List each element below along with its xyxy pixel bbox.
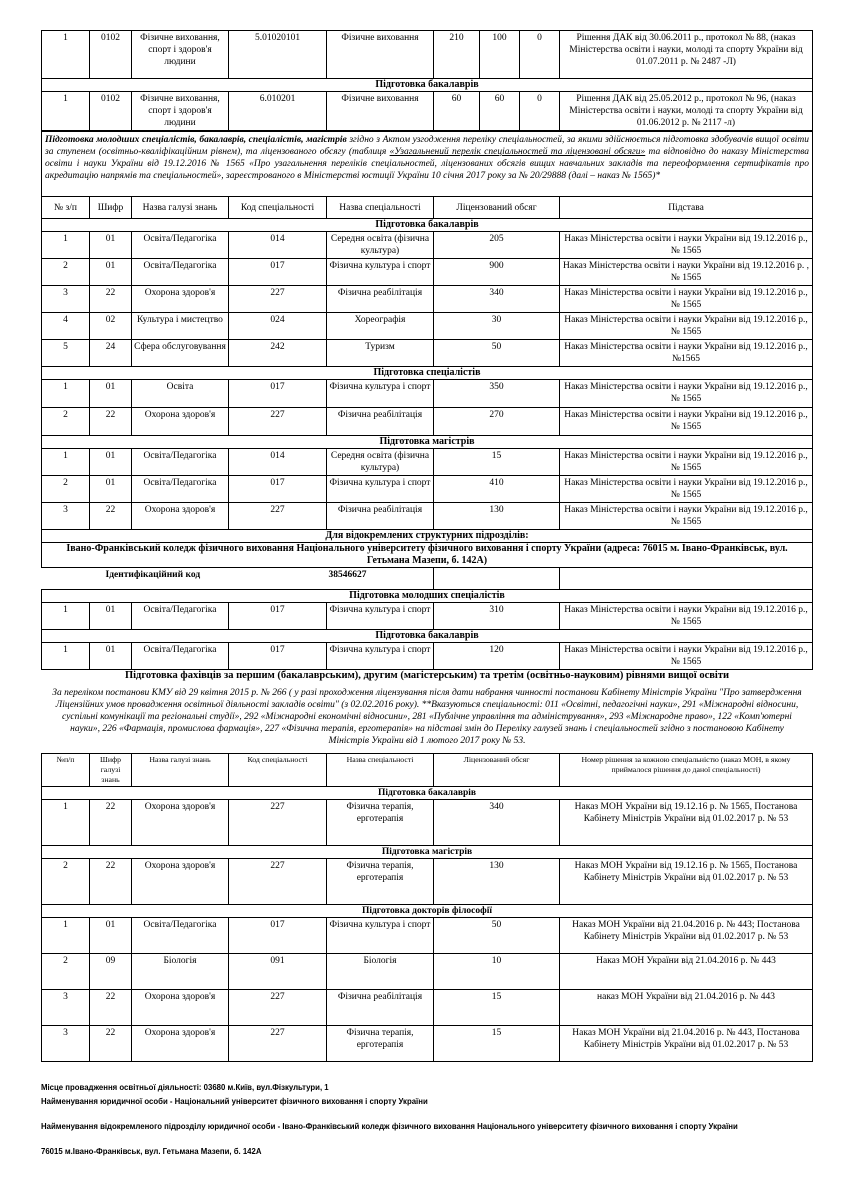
license-document xyxy=(41,30,812,1062)
section-title: Підготовка бакалаврів xyxy=(42,219,813,232)
cell-vol: 15 xyxy=(434,990,560,1026)
cell-n: 2 xyxy=(42,259,90,286)
cell-code: 01 xyxy=(90,232,132,259)
cell-basis: Наказ МОН України від 21.04.2016 р. № 443 xyxy=(560,954,813,990)
table-row xyxy=(42,918,813,954)
table-row xyxy=(42,286,813,313)
levels-intro: За переліком постанови КМУ від 29 квітня 2015 р. № 266 ( у разі проходження ліцензування після дати набрання чинності постанови Кабінету Міністрів України "Про затвердження Ліцензійних умов провадження освітньої діяльності закладів освіти" (з 02.02.2016 року). **Вказуються спеціальності: 011 «Освітні, педагогічні науки», 291 «Міжнародні відносини, суспільні комунікації та регіональні студії», 292 «Міжнародні економічні відносини», 281 «Публічне управління та адміністрування», 293 «Міжнародне право», 122 «Комп'ютерні науки», 226 «Фармація, промислова фармація», 227 «Фізична терапія, ерготерапія» на підставі змін до Переліку галузей знань і спеціальностей згідно з постановою Кабінету Міністрів України від 1 лютого 2017 року № 53. xyxy=(52,688,802,746)
header-spec-code: Код спеціальності xyxy=(229,197,327,219)
cell-field: Охорона здоров'я xyxy=(132,800,229,846)
cell-spec-code: 6.010201 xyxy=(229,92,327,131)
cell-spec-code: 017 xyxy=(229,380,327,408)
cell-n: 5 xyxy=(42,340,90,367)
table-row xyxy=(42,800,813,846)
cell-n: 1 xyxy=(42,643,90,670)
cell-n: 1 xyxy=(42,232,90,259)
cell-field: Освіта/Педагогіка xyxy=(132,449,229,476)
cell-n: 3 xyxy=(42,990,90,1026)
cell-spec: Фізична культура і спорт xyxy=(327,380,434,408)
cell-basis: Рішення ДАК від 25.05.2012 р., протокол № 96, (наказ Міністерства освіти і науки, молоді та спорту України від 01.06.2012 р. № 2117 -л) xyxy=(560,92,813,131)
cell-field: Охорона здоров'я xyxy=(132,990,229,1026)
cell-basis: Наказ Міністерства освіти і науки України від 19.12.2016 р., № 1565 xyxy=(560,449,813,476)
cell-vol: 15 xyxy=(434,449,560,476)
cell-field: Освіта/Педагогіка xyxy=(132,232,229,259)
cell-basis: Наказ Міністерства освіти і науки України від 19.12.2016 р., № 1565 xyxy=(560,380,813,408)
branch-title: Для відокремлених структурних підрозділів: xyxy=(42,530,813,543)
cell-spec-code: 242 xyxy=(229,340,327,367)
cell-spec: Фізична культура і спорт xyxy=(327,476,434,503)
table-row xyxy=(42,449,813,476)
cell-v1: 60 xyxy=(434,92,480,131)
cell-v3: 0 xyxy=(520,92,560,131)
cell-code: 0102 xyxy=(90,31,132,79)
table-row xyxy=(42,31,813,79)
cell-v2: 60 xyxy=(480,92,520,131)
cell-spec: Фізичне виховання xyxy=(327,92,434,131)
cell-n: 1 xyxy=(42,380,90,408)
table-row xyxy=(42,503,813,530)
cell-vol: 410 xyxy=(434,476,560,503)
section-title: Підготовка магістрів xyxy=(42,846,813,859)
note-lead: Підготовка молодших спеціалістів, бакалаврів, спеціалістів, магістрів xyxy=(45,135,347,145)
cell-spec: Фізична реабілітація xyxy=(327,990,434,1026)
cell-field: Охорона здоров'я xyxy=(132,408,229,436)
cell-code: 22 xyxy=(90,1026,132,1062)
cell-v3: 0 xyxy=(520,31,560,79)
cell-basis: Наказ МОН України від 21.04.2016 р. № 443, Постанова Кабінету Міністрів України від 01.02.2017 р. № 53 xyxy=(560,1026,813,1062)
cell-basis: Наказ Міністерства освіти і науки України від 19.12.2016 р., № 1565 xyxy=(560,643,813,670)
cell-field: Освіта/Педагогіка xyxy=(132,259,229,286)
cell-n: 1 xyxy=(42,449,90,476)
cell-field: Сфера обслуговування xyxy=(132,340,229,367)
section-title: Підготовка спеціалістів xyxy=(42,367,813,380)
footer-address: 76015 м.Івано-Франківськ, вул. Гетьмана Мазепи, б. 142А xyxy=(41,1147,262,1156)
levels-title: Підготовка фахівців за першим (бакалаврським), другим (магістерським) та третім (освітньо-науковим) рівнями вищої освіти xyxy=(124,670,730,681)
cell-spec-code: 017 xyxy=(229,476,327,503)
table-row xyxy=(42,954,813,990)
cell-spec: Фізична терапія, ерготерапія xyxy=(327,859,434,905)
cell-code: 22 xyxy=(90,408,132,436)
cell-vol: 340 xyxy=(434,286,560,313)
cell-code: 24 xyxy=(90,340,132,367)
cell-spec-code: 017 xyxy=(229,603,327,630)
header-volume: Ліцензований обсяг xyxy=(434,754,560,787)
cell-vol: 15 xyxy=(434,1026,560,1062)
table-row xyxy=(42,340,813,367)
cell-spec: Хореографія xyxy=(327,313,434,340)
cell-field: Освіта/Педагогіка xyxy=(132,603,229,630)
section-title: Підготовка бакалаврів xyxy=(42,79,813,92)
section-title: Підготовка бакалаврів xyxy=(42,630,813,643)
cell-basis: Наказ Міністерства освіти і науки України від 19.12.2016 р., № 1565 xyxy=(560,313,813,340)
header-spec: Назва спеціальності xyxy=(327,197,434,219)
cell-n: 4 xyxy=(42,313,90,340)
cell-spec-code: 091 xyxy=(229,954,327,990)
header-basis: Підстава xyxy=(560,197,813,219)
cell-vol: 50 xyxy=(434,918,560,954)
cell-n: 2 xyxy=(42,476,90,503)
header-code: Шифр xyxy=(90,197,132,219)
cell-spec: Середня освіта (фізична культура) xyxy=(327,232,434,259)
cell-code: 22 xyxy=(90,503,132,530)
cell-spec: Фізична культура і спорт xyxy=(327,603,434,630)
table-row xyxy=(42,408,813,436)
cell-spec-code: 017 xyxy=(229,918,327,954)
cell-code: 01 xyxy=(90,603,132,630)
cell-code: 01 xyxy=(90,380,132,408)
cell-vol: 205 xyxy=(434,232,560,259)
cell-n: 2 xyxy=(42,954,90,990)
table-row xyxy=(42,990,813,1026)
levels-table xyxy=(41,753,813,1062)
cell-code: 01 xyxy=(90,449,132,476)
cell-basis: Наказ Міністерства освіти і науки України від 19.12.2016 р., № 1565 xyxy=(560,476,813,503)
table-row xyxy=(42,259,813,286)
cell-basis: Наказ Міністерства освіти і науки України від 19.12.2016 р., № 1565 xyxy=(560,603,813,630)
table-row xyxy=(42,1026,813,1062)
cell-spec-code: 227 xyxy=(229,800,327,846)
cell-n: 1 xyxy=(42,800,90,846)
cell-spec: Фізична реабілітація xyxy=(327,408,434,436)
cell-spec-code: 017 xyxy=(229,259,327,286)
cell-basis: Наказ Міністерства освіти і науки України від 19.12.2016 р., № 1565 xyxy=(560,503,813,530)
cell-basis: Наказ Міністерства освіти і науки України від 19.12.2016 р., № 1565 xyxy=(560,232,813,259)
section-title: Підготовка докторів філософії xyxy=(42,905,813,918)
cell-spec: Фізична культура і спорт xyxy=(327,259,434,286)
cell-code: 01 xyxy=(90,918,132,954)
cell-spec-code: 227 xyxy=(229,408,327,436)
cell-field: Освіта xyxy=(132,380,229,408)
cell-spec: Фізична культура і спорт xyxy=(327,643,434,670)
section-title: Підготовка молодших спеціалістів xyxy=(42,590,813,603)
section-title: Підготовка магістрів xyxy=(42,436,813,449)
footer-place: Місце провадження освітньої діяльності: 03680 м.Київ, вул.Фізкультури, 1 xyxy=(41,1083,329,1092)
cell-basis: Наказ МОН України від 19.12.16 р. № 1565, Постанова Кабінету Міністрів України від 01.02.2017 р. № 53 xyxy=(560,800,813,846)
cell-n: 3 xyxy=(42,286,90,313)
cell-n: 1 xyxy=(42,92,90,131)
table-row xyxy=(42,313,813,340)
note-text-1: згідно з Актом узгодження переліку спеціальностей, за якими здійснюється підготовка здобувачів вищої освіти за ступенем (освітньо-кваліфікаційним рівнем), та ліцензованого обсягу (таблиця xyxy=(45,135,809,157)
header-field: Назва галузі знань xyxy=(132,197,229,219)
cell-field: Фізичне виховання, спорт і здоров'я людини xyxy=(132,92,229,131)
header-basis: Номер рішення за кожною спеціальністю (наказ МОН, в якому приймалося рішення до даної спеціальності) xyxy=(560,754,813,787)
cell-basis: наказ МОН України від 21.04.2016 р. № 443 xyxy=(560,990,813,1026)
cell-field: Фізичне виховання, спорт і здоров'я людини xyxy=(132,31,229,79)
cell-field: Охорона здоров'я xyxy=(132,286,229,313)
cell-code: 09 xyxy=(90,954,132,990)
cell-spec-code: 014 xyxy=(229,232,327,259)
cell-spec: Фізичне виховання xyxy=(327,31,434,79)
cell-n: 2 xyxy=(42,859,90,905)
table-row xyxy=(42,603,813,630)
cell-code: 22 xyxy=(90,286,132,313)
cell-vol: 50 xyxy=(434,340,560,367)
cell-code: 0102 xyxy=(90,92,132,131)
cell-spec-code: 5.01020101 xyxy=(229,31,327,79)
cell-basis: Наказ Міністерства освіти і науки України від 19.12.2016 р., №1565 xyxy=(560,340,813,367)
cell-vol: 30 xyxy=(434,313,560,340)
table-row xyxy=(42,380,813,408)
cell-n: 3 xyxy=(42,503,90,530)
cell-spec-code: 227 xyxy=(229,286,327,313)
table-row xyxy=(42,92,813,131)
cell-code: 02 xyxy=(90,313,132,340)
branch-name: Івано-Франківський коледж фізичного виховання Національного університету фізичного виховання і спорту України (адреса: 76015 м. Івано-Франківськ, вул. Гетьмана Мазепи, б. 142А) xyxy=(42,543,813,568)
cell-v1: 210 xyxy=(434,31,480,79)
header-volume: Ліцензований обсяг xyxy=(434,197,560,219)
cell-spec: Фізична реабілітація xyxy=(327,503,434,530)
table-row xyxy=(42,643,813,670)
section-title: Підготовка бакалаврів xyxy=(42,787,813,800)
cell-spec-code: 024 xyxy=(229,313,327,340)
cell-code: 01 xyxy=(90,259,132,286)
cell-basis: Наказ Міністерства освіти і науки України від 19.12.2016 р., № 1565 xyxy=(560,408,813,436)
cell-vol: 130 xyxy=(434,859,560,905)
table-row xyxy=(42,476,813,503)
cell-spec: Фізична культура і спорт xyxy=(327,918,434,954)
cell-field: Освіта/Педагогіка xyxy=(132,476,229,503)
cell-n: 3 xyxy=(42,1026,90,1062)
cell-vol: 10 xyxy=(434,954,560,990)
cell-spec-code: 227 xyxy=(229,1026,327,1062)
cell-field: Охорона здоров'я xyxy=(132,503,229,530)
note-underlined: «Узагальнений перелік спеціальностей та ліцензовані обсяги» xyxy=(389,147,646,157)
cell-n: 2 xyxy=(42,408,90,436)
cell-spec-code: 014 xyxy=(229,449,327,476)
cell-v2: 100 xyxy=(480,31,520,79)
header-number: №п/п xyxy=(42,754,90,787)
cell-spec-code: 227 xyxy=(229,503,327,530)
id-value: 38546627 xyxy=(328,570,367,580)
table-row xyxy=(42,232,813,259)
cell-spec: Біологія xyxy=(327,954,434,990)
cell-spec: Фізична терапія, ерготерапія xyxy=(327,800,434,846)
cell-field: Біологія xyxy=(132,954,229,990)
cell-code: 22 xyxy=(90,859,132,905)
cell-basis: Наказ Міністерства освіти і науки України від 19.12.2016 р. , № 1565 xyxy=(560,259,813,286)
cell-field: Освіта/Педагогіка xyxy=(132,643,229,670)
id-label: Ідентифікаційний код xyxy=(105,570,201,580)
cell-basis: Наказ МОН України від 21.04.2016 р. № 443; Постанова Кабінету Міністрів України від 01.02.2017 р. № 53 xyxy=(560,918,813,954)
note-text-2: та відповідно до наказу Міністерства освіти і науки України від 19.12.2016 № 1565 «Про узагальнення переліків спеціальностей, ліцензованих обсягів вищих навчальних закладів та переоформлення сертифікатів про акредитацію напрямів та спеціальностей», зареєстрованого в Міністерстві юстиції України 10 січня 2017 року за № 20/29888 (далі – наказ № 1565)* xyxy=(45,147,809,181)
cell-spec: Фізична реабілітація xyxy=(327,286,434,313)
cell-vol: 310 xyxy=(434,603,560,630)
cell-vol: 270 xyxy=(434,408,560,436)
cell-spec: Фізична терапія, ерготерапія xyxy=(327,1026,434,1062)
cell-code: 22 xyxy=(90,800,132,846)
header-field: Назва галузі знань xyxy=(132,754,229,787)
footer-entity: Найменування юридичної особи - Національний університет фізичного виховання і спорту України xyxy=(41,1097,428,1106)
cell-n: 1 xyxy=(42,918,90,954)
header-code: Шифр галузі знань xyxy=(90,754,132,787)
cell-field: Охорона здоров'я xyxy=(132,859,229,905)
cell-vol: 340 xyxy=(434,800,560,846)
header-spec-code: Код спеціальності xyxy=(229,754,327,787)
header-spec: Назва спеціальності xyxy=(327,754,434,787)
cell-basis: Рішення ДАК від 30.06.2011 р., протокол № 88, (наказ Міністерства освіти і науки, молоді та спорту України від 01.07.2011 р. № 2487 -Л) xyxy=(560,31,813,79)
cell-code: 22 xyxy=(90,990,132,1026)
cell-basis: Наказ МОН України від 19.12.16 р. № 1565, Постанова Кабінету Міністрів України від 01.02.2017 р. № 53 xyxy=(560,859,813,905)
cell-spec-code: 017 xyxy=(229,643,327,670)
table-row xyxy=(42,859,813,905)
cell-spec-code: 227 xyxy=(229,990,327,1026)
cell-spec-code: 227 xyxy=(229,859,327,905)
cell-n: 1 xyxy=(42,603,90,630)
legal-note xyxy=(42,132,813,197)
cell-field: Культура і мистецтво xyxy=(132,313,229,340)
legacy-table xyxy=(41,30,813,131)
cell-basis: Наказ Міністерства освіти і науки України від 19.12.2016 р., № 1565 xyxy=(560,286,813,313)
cell-code: 01 xyxy=(90,476,132,503)
cell-n: 1 xyxy=(42,31,90,79)
cell-vol: 350 xyxy=(434,380,560,408)
cell-vol: 130 xyxy=(434,503,560,530)
main-table xyxy=(41,131,813,753)
cell-vol: 120 xyxy=(434,643,560,670)
header-number: № з/п xyxy=(42,197,90,219)
cell-vol: 900 xyxy=(434,259,560,286)
cell-spec: Туризм xyxy=(327,340,434,367)
cell-spec: Середня освіта (фізична культура) xyxy=(327,449,434,476)
cell-field: Охорона здоров'я xyxy=(132,1026,229,1062)
footer-branch: Найменування відокремленого підрозділу юридичної особи - Івано-Франківський коледж фізичного виховання Національного університету фізичного виховання і спорту України xyxy=(41,1122,738,1131)
cell-field: Освіта/Педагогіка xyxy=(132,918,229,954)
cell-code: 01 xyxy=(90,643,132,670)
